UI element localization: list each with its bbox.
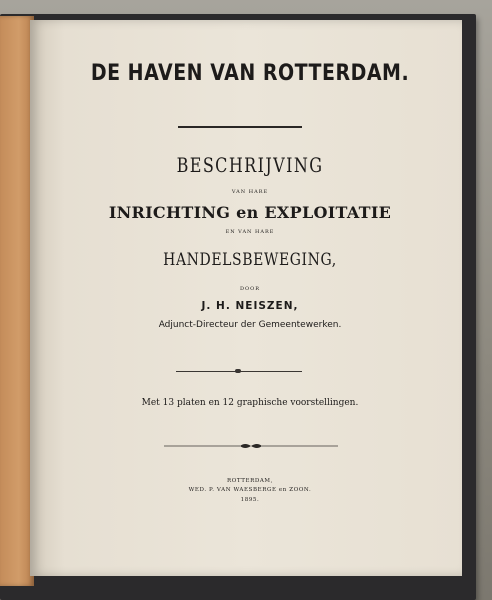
author-name: J. H. NEISZEN,: [201, 300, 299, 312]
divider-ornament-dot: [235, 369, 241, 373]
subtitle-beschrijving: BESCHRIJVING: [176, 154, 324, 177]
subtitle-inrichting: INRICHTING en EXPLOITATIE: [108, 203, 392, 222]
connector-door: DOOR: [240, 286, 260, 292]
imprint-city: ROTTERDAM,: [226, 478, 273, 484]
subtitle-handelsbeweging: HANDELSBEWEGING,: [163, 250, 337, 270]
connector-en-van-hare: EN VAN HARE: [225, 229, 275, 235]
plates-note: Met 13 platen en 12 graphische voorstellingen.: [141, 398, 359, 408]
title-page: [30, 20, 462, 576]
author-role: Adjunct-Directeur der Gemeentewerken.: [158, 320, 342, 330]
connector-van-hare: VAN HARE: [231, 189, 269, 195]
book-title: DE HAVEN VAN ROTTERDAM.: [90, 60, 410, 86]
imprint-year: 1895.: [240, 497, 260, 503]
book-spine-endpaper: [0, 16, 34, 586]
imprint-publisher: WED. P. VAN WAESBERGE en ZOON.: [188, 487, 312, 493]
title-rule: [178, 126, 302, 128]
decorative-ornament: [164, 442, 338, 450]
